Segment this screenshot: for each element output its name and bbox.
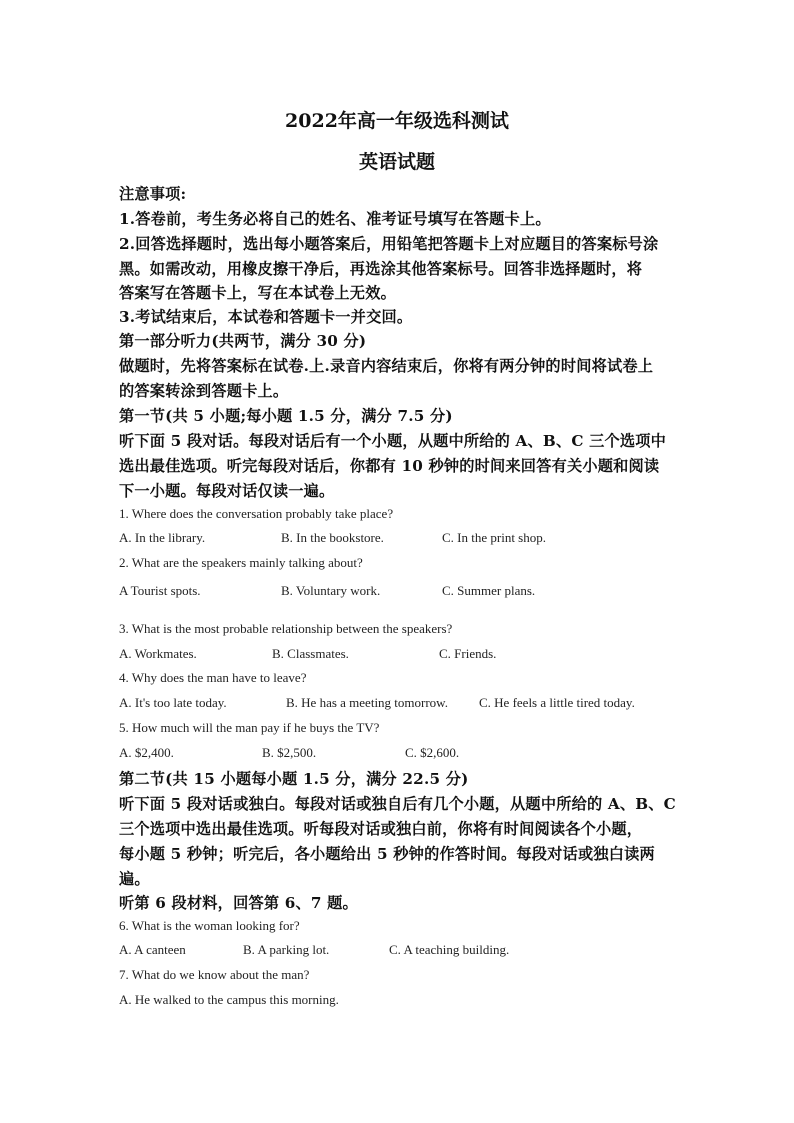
question-5: 5. How much will the man pay if he buys the TV? — [119, 720, 380, 735]
note-line-2c: 答案写在答题卡上，写在本试卷上无效。 — [119, 284, 396, 302]
q2-option-b: B. Voluntary work. — [281, 583, 381, 598]
q3-option-c: C. Friends. — [439, 646, 497, 661]
section1-instruction-c: 下一小题。每段对话仅读一遍。 — [119, 482, 335, 500]
part1-instruction-a: 做题时，先将答案标在试卷.上.录音内容结束后，你将有两分钟的时间将试卷上 — [119, 357, 654, 375]
q4-option-a: A. It's too late today. — [119, 695, 227, 710]
section1-instruction-b: 选出最佳选项。听完每段对话后，你都有 10 秒钟的时间来回答有关小题和阅读 — [119, 457, 660, 475]
q7-option-a: A. He walked to the campus this morning. — [119, 992, 339, 1007]
question-7: 7. What do we know about the man? — [119, 967, 310, 982]
section2-instruction-a: 听下面 5 段对话或独白。每段对话或独自后有几个小题，从题中所给的 A、B、C — [119, 795, 676, 813]
section1-instruction-a: 听下面 5 段对话。每段对话后有一个小题，从题中所给的 A、B、C 三个选项中 — [119, 432, 667, 450]
exam-title: 2022年高一年级选科测试 — [285, 110, 509, 132]
note-line-3: 3.考试结束后，本试卷和答题卡一并交回。 — [119, 308, 413, 326]
question-1: 1. Where does the conversation probably take place? — [119, 506, 394, 521]
q1-option-a: A. In the library. — [119, 530, 206, 545]
subject-title: 英语试题 — [358, 151, 435, 173]
q5-option-b: B. $2,500. — [262, 745, 317, 760]
section1-heading: 第一节(共 5 小题;每小题 1.5 分，满分 7.5 分) — [119, 407, 453, 425]
section2-heading: 第二节(共 15 小题每小题 1.5 分，满分 22.5 分) — [119, 770, 469, 788]
q3-option-a: A. Workmates. — [119, 646, 197, 661]
question-2: 2. What are the speakers mainly talking about? — [119, 555, 363, 570]
q6-option-c: C. A teaching building. — [389, 942, 510, 957]
q6-option-a: A. A canteen — [119, 942, 186, 957]
material-6-heading: 听第 6 段材料，回答第 6、7 题。 — [119, 894, 358, 912]
q5-option-a: A. $2,400. — [119, 745, 174, 760]
q2-option-a: A Tourist spots. — [119, 583, 201, 598]
q4-option-c: C. He feels a little tired today. — [479, 695, 635, 710]
q1-option-c: C. In the print shop. — [442, 530, 546, 545]
question-6: 6. What is the woman looking for? — [119, 918, 300, 933]
section2-instruction-d: 遍。 — [119, 870, 150, 888]
part1-instruction-b: 的答案转涂到答题卡上。 — [119, 382, 289, 400]
q4-option-b: B. He has a meeting tomorrow. — [286, 695, 448, 710]
note-line-1: 1.答卷前，考生务必将自己的姓名、准考证号填写在答题卡上。 — [119, 210, 551, 228]
q3-option-b: B. Classmates. — [272, 646, 349, 661]
q6-option-b: B. A parking lot. — [243, 942, 330, 957]
question-4: 4. Why does the man have to leave? — [119, 670, 307, 685]
q2-option-c: C. Summer plans. — [442, 583, 536, 598]
notes-heading: 注意事项: — [119, 185, 187, 203]
section2-instruction-b: 三个选项中选出最佳选项。听每段对话或独白前，你将有时间阅读各个小题， — [119, 820, 643, 838]
part1-heading: 第一部分听力(共两节，满分 30 分) — [119, 332, 367, 350]
note-line-2b: 黑。如需改动，用橡皮擦干净后，再选涂其他答案标号。回答非选择题时，将 — [119, 260, 643, 278]
q5-option-c: C. $2,600. — [405, 745, 460, 760]
q1-option-b: B. In the bookstore. — [281, 530, 384, 545]
question-3: 3. What is the most probable relationship between the speakers? — [119, 621, 453, 636]
note-line-2a: 2.回答选择题时，选出每小题答案后，用铅笔把答题卡上对应题目的答案标号涂 — [119, 235, 659, 253]
section2-instruction-c: 每小题 5 秒钟；听完后，各小题给出 5 秒钟的作答时间。每段对话或独白读两 — [119, 845, 655, 863]
